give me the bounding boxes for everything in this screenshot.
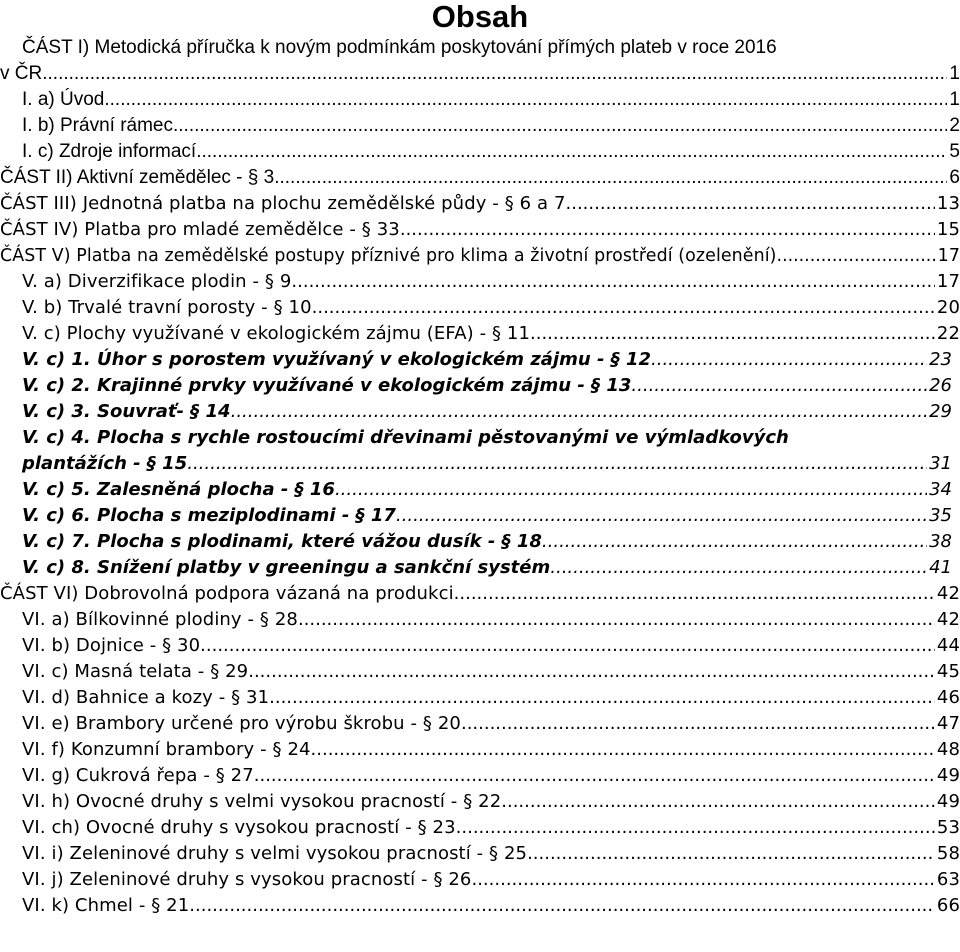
toc-entry[interactable] — [0, 607, 960, 633]
toc-page-number: 41 — [929, 557, 952, 578]
toc-entry[interactable] — [0, 165, 960, 191]
toc-entry-text: V. c) 3. Souvrať- § 14 — [22, 401, 231, 422]
toc-entry[interactable] — [0, 529, 960, 555]
toc-entry-text: V. b) Trvalé travní porosty - § 10 — [22, 297, 312, 318]
toc-page-number: 15 — [936, 219, 960, 240]
toc-entry[interactable] — [0, 399, 960, 425]
toc-entry-text: ČÁST II) Aktivní zemědělec - § 3 — [0, 167, 275, 188]
toc-page-number: 42 — [936, 609, 960, 630]
dot-leader — [335, 477, 927, 503]
dot-leader — [311, 737, 935, 763]
toc-entry[interactable] — [0, 581, 960, 607]
dot-leader — [173, 113, 947, 139]
dot-leader — [104, 87, 947, 113]
toc-entry[interactable] — [0, 633, 960, 659]
table-of-contents — [0, 35, 960, 919]
toc-page-number: 1 — [949, 63, 960, 84]
toc-entry-text: V. c) 5. Zalesněná plocha - § 16 — [22, 479, 335, 500]
toc-entry[interactable] — [0, 61, 960, 87]
toc-entry[interactable] — [0, 477, 960, 503]
toc-entry-text: plantážích - § 15 — [22, 453, 188, 474]
toc-entry-text: V. c) 2. Krajinné prvky využívané v ekologickém zájmu - § 13 — [22, 375, 632, 396]
dot-leader — [231, 399, 928, 425]
dot-leader — [471, 867, 934, 893]
toc-entry[interactable] — [0, 659, 960, 685]
toc-entry-text: v ČR — [0, 63, 43, 84]
toc-entry[interactable] — [0, 139, 960, 165]
toc-entry-text: V. c) 7. Plocha s plodinami, které vážou dusík - § 18 — [22, 531, 542, 552]
toc-entry[interactable] — [0, 711, 960, 737]
dot-leader — [456, 815, 935, 841]
toc-entry-text: VI. ch) Ovocné druhy s vysokou pracností - § 23 — [22, 817, 456, 838]
dot-leader — [527, 841, 935, 867]
toc-page-number: 5 — [949, 141, 960, 162]
toc-entry-text: VI. e) Brambory určené pro výrobu škrobu - § 20 — [22, 713, 461, 734]
toc-entry[interactable] — [0, 503, 960, 529]
toc-page-number: 2 — [949, 115, 960, 136]
toc-entry-text: I. b) Právní rámec — [22, 115, 173, 136]
dot-leader — [454, 581, 935, 607]
toc-entry[interactable] — [0, 555, 960, 581]
dot-leader — [396, 503, 927, 529]
toc-entry-text: ČÁST VI) Dobrovolná podpora vázaná na produkci — [0, 583, 454, 604]
toc-entry[interactable] — [0, 763, 960, 789]
toc-entry[interactable] — [0, 243, 960, 269]
toc-page-number: 63 — [936, 869, 960, 890]
dot-leader — [42, 61, 947, 87]
toc-entry[interactable] — [0, 269, 960, 295]
toc-page-number: 23 — [929, 349, 952, 370]
toc-entry-text: I. c) Zdroje informací — [22, 141, 197, 162]
toc-entry[interactable] — [0, 295, 960, 321]
toc-page-number: 13 — [936, 193, 960, 214]
toc-entry[interactable] — [0, 893, 960, 919]
toc-entry-text: VI. c) Masná telata - § 29 — [22, 661, 249, 682]
toc-page-number: 29 — [929, 401, 952, 422]
toc-entry-text: VI. g) Cukrová řepa - § 27 — [22, 765, 254, 786]
toc-entry[interactable] — [0, 737, 960, 763]
toc-page-number: 53 — [936, 817, 960, 838]
toc-page-number: 46 — [936, 687, 960, 708]
toc-page-number: 34 — [929, 479, 952, 500]
dot-leader — [542, 529, 927, 555]
dot-leader — [274, 165, 947, 191]
toc-page-number: 48 — [936, 739, 960, 760]
dot-leader — [196, 139, 947, 165]
toc-page-number: 42 — [936, 583, 960, 604]
toc-entry[interactable] — [0, 113, 960, 139]
dot-leader — [461, 711, 935, 737]
toc-entry[interactable] — [0, 321, 960, 347]
toc-page-number: 49 — [936, 791, 960, 812]
toc-entry-text: V. c) 1. Úhor s porostem využívaný v ekologickém zájmu - § 12 — [22, 349, 652, 370]
dot-leader — [254, 763, 935, 789]
toc-entry[interactable] — [0, 867, 960, 893]
toc-entry-text: ČÁST V) Platba na zemědělské postupy příznivé pro klima a životní prostředí (ozelenění) — [0, 246, 777, 266]
dot-leader — [189, 893, 935, 919]
dot-leader — [248, 659, 935, 685]
toc-page-number: 31 — [929, 453, 952, 474]
toc-page-number: 35 — [929, 505, 952, 526]
toc-entry-text: ČÁST III) Jednotná platba na plochu zemědělské půdy - § 6 a 7 — [0, 193, 566, 214]
toc-entry-text: VI. f) Konzumní brambory - § 24 — [22, 739, 311, 760]
dot-leader — [651, 347, 927, 373]
toc-page-number: 6 — [949, 167, 960, 188]
toc-entry[interactable] — [0, 815, 960, 841]
toc-page-number: 38 — [929, 531, 952, 552]
dot-leader — [631, 373, 927, 399]
toc-entry-text: V. c) 8. Snížení platby v greeningu a sankční systém — [22, 557, 551, 578]
dot-leader — [777, 243, 936, 269]
toc-entry-text: VI. k) Chmel - § 21 — [22, 895, 190, 916]
dot-leader — [501, 789, 935, 815]
toc-page-number: 47 — [936, 713, 960, 734]
toc-entry[interactable] — [0, 841, 960, 867]
toc-page-number: 17 — [936, 271, 960, 292]
toc-page-number: 22 — [936, 323, 960, 344]
dot-leader — [291, 269, 934, 295]
toc-entry[interactable] — [0, 217, 960, 243]
toc-entry[interactable] — [0, 789, 960, 815]
toc-page-number: 44 — [936, 635, 960, 656]
toc-entry-text: V. c) Plochy využívané v ekologickém zájmu (EFA) - § 11 — [22, 323, 531, 344]
dot-leader — [530, 321, 935, 347]
toc-entry-text: V. a) Diverzifikace plodin - § 9 — [22, 271, 292, 292]
toc-entry-text: VI. b) Dojnice - § 30 — [22, 635, 201, 656]
dot-leader — [200, 633, 935, 659]
page-title: Obsah — [431, 0, 529, 34]
toc-entry[interactable] — [0, 685, 960, 711]
toc-entry[interactable] — [0, 87, 960, 113]
toc-page-number: 66 — [936, 895, 960, 916]
toc-entry[interactable] — [0, 373, 960, 399]
toc-entry[interactable] — [0, 347, 960, 373]
toc-page-number: 20 — [936, 297, 960, 318]
toc-entry[interactable] — [0, 451, 960, 477]
dot-leader — [187, 451, 927, 477]
dot-leader — [566, 191, 935, 217]
toc-page-number: 45 — [936, 661, 960, 682]
toc-entry-text: V. c) 6. Plocha s meziplodinami - § 17 — [22, 505, 396, 526]
toc-page-number: 1 — [949, 89, 960, 110]
toc-entry-line1: ČÁST I) Metodická příručka k novým podmínkám poskytování přímých plateb v roce 2016 — [22, 37, 777, 58]
toc-page-number: 26 — [929, 375, 952, 396]
toc-entry-text: ČÁST IV) Platba pro mladé zemědělce - § 33 — [0, 219, 400, 240]
toc-entry-text: VI. i) Zeleninové druhy s velmi vysokou pracností - § 25 — [22, 843, 528, 864]
toc-entry-text: VI. a) Bílkovinné plodiny - § 28 — [22, 609, 298, 630]
toc-entry-text: VI. h) Ovocné druhy s velmi vysokou pracností - § 22 — [22, 791, 502, 812]
dot-leader — [269, 685, 935, 711]
dot-leader — [298, 607, 935, 633]
toc-entry-text: VI. d) Bahnice a kozy - § 31 — [22, 687, 270, 708]
toc-entry[interactable] — [0, 191, 960, 217]
toc-entry-line1: V. c) 4. Plocha s rychle rostoucími dřevinami pěstovanými ve výmladkových — [22, 427, 789, 448]
toc-entry-text: I. a) Úvod — [22, 89, 105, 110]
dot-leader — [312, 295, 935, 321]
dot-leader — [550, 555, 927, 581]
toc-entry-text: VI. j) Zeleninové druhy s vysokou pracností - § 26 — [22, 869, 472, 890]
toc-page-number: 17 — [937, 246, 960, 266]
dot-leader — [400, 217, 935, 243]
toc-page-number: 58 — [936, 843, 960, 864]
toc-page-number: 49 — [936, 765, 960, 786]
